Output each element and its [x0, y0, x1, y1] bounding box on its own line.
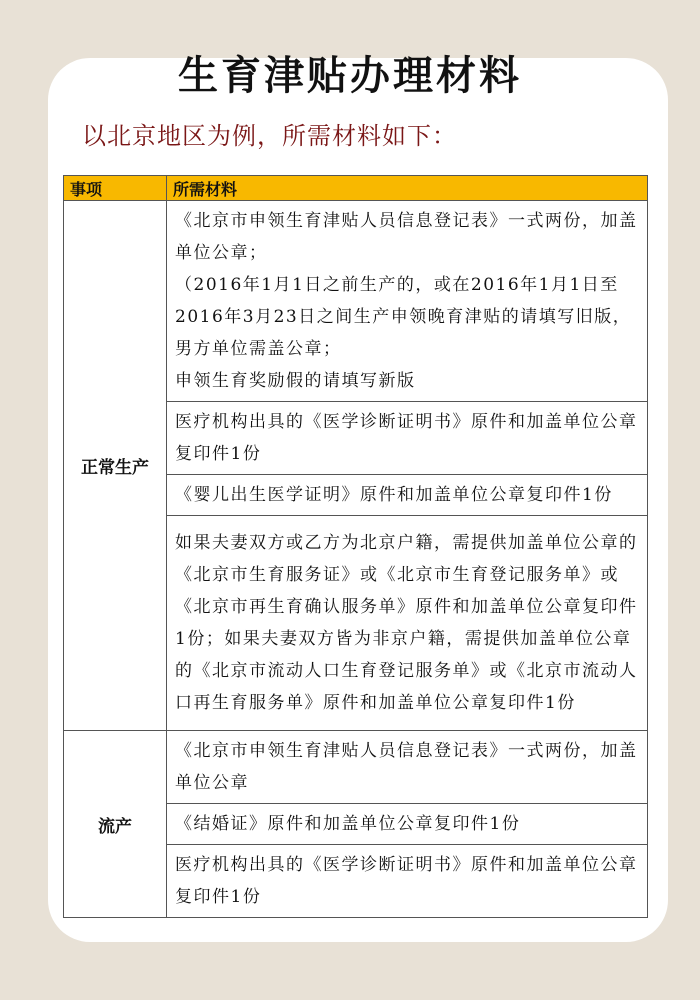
material-cell [167, 845, 648, 918]
material-text: 医疗机构出具的《医学诊断证明书》原件和加盖单位公章复印件1份 [175, 855, 638, 907]
material-cell [167, 201, 648, 402]
table-row [64, 731, 648, 804]
header-item: 事项 [64, 176, 167, 201]
header-materials: 所需材料 [167, 176, 648, 201]
material-text: 《北京市申领生育津贴人员信息登记表》一式两份，加盖单位公章； （2016年1月1日之前生产的，或在2016年1月1日至2016年3月23日之间生产申领晚育津贴的请填写旧版，男方单位需盖公章； 申领生育奖励假的请填写新版 [175, 211, 638, 391]
material-cell [167, 475, 648, 516]
material-text: 《北京市申领生育津贴人员信息登记表》一式两份，加盖单位公章 [175, 741, 638, 793]
page-subtitle: 以北京地区为例，所需材料如下： [82, 122, 457, 150]
material-cell [167, 804, 648, 845]
material-text: 如果夫妻双方或乙方为北京户籍，需提供加盖单位公章的《北京市生育服务证》或《北京市生育登记服务单》或《北京市再生育确认服务单》原件和加盖单位公章复印件1份；如果夫妻双方皆为非京户籍，需提供加盖单位公章的《北京市流动人口生育登记服务单》或《北京市流动人口再生育服务单》原件和加盖单位公章复印件1份 [175, 533, 638, 713]
table-header-row [64, 176, 648, 201]
materials-table [63, 175, 648, 918]
material-cell [167, 516, 648, 731]
material-text: 《婴儿出生医学证明》原件和加盖单位公章复印件1份 [175, 485, 613, 505]
material-text: 医疗机构出具的《医学诊断证明书》原件和加盖单位公章复印件1份 [175, 412, 638, 464]
material-cell [167, 402, 648, 475]
material-cell [167, 731, 648, 804]
category-normal-birth: 正常生产 [64, 201, 167, 731]
material-text: 《结婚证》原件和加盖单位公章复印件1份 [175, 814, 521, 834]
table-row [64, 201, 648, 402]
page-title: 生育津贴办理材料 [178, 53, 522, 99]
category-miscarriage: 流产 [64, 731, 167, 918]
